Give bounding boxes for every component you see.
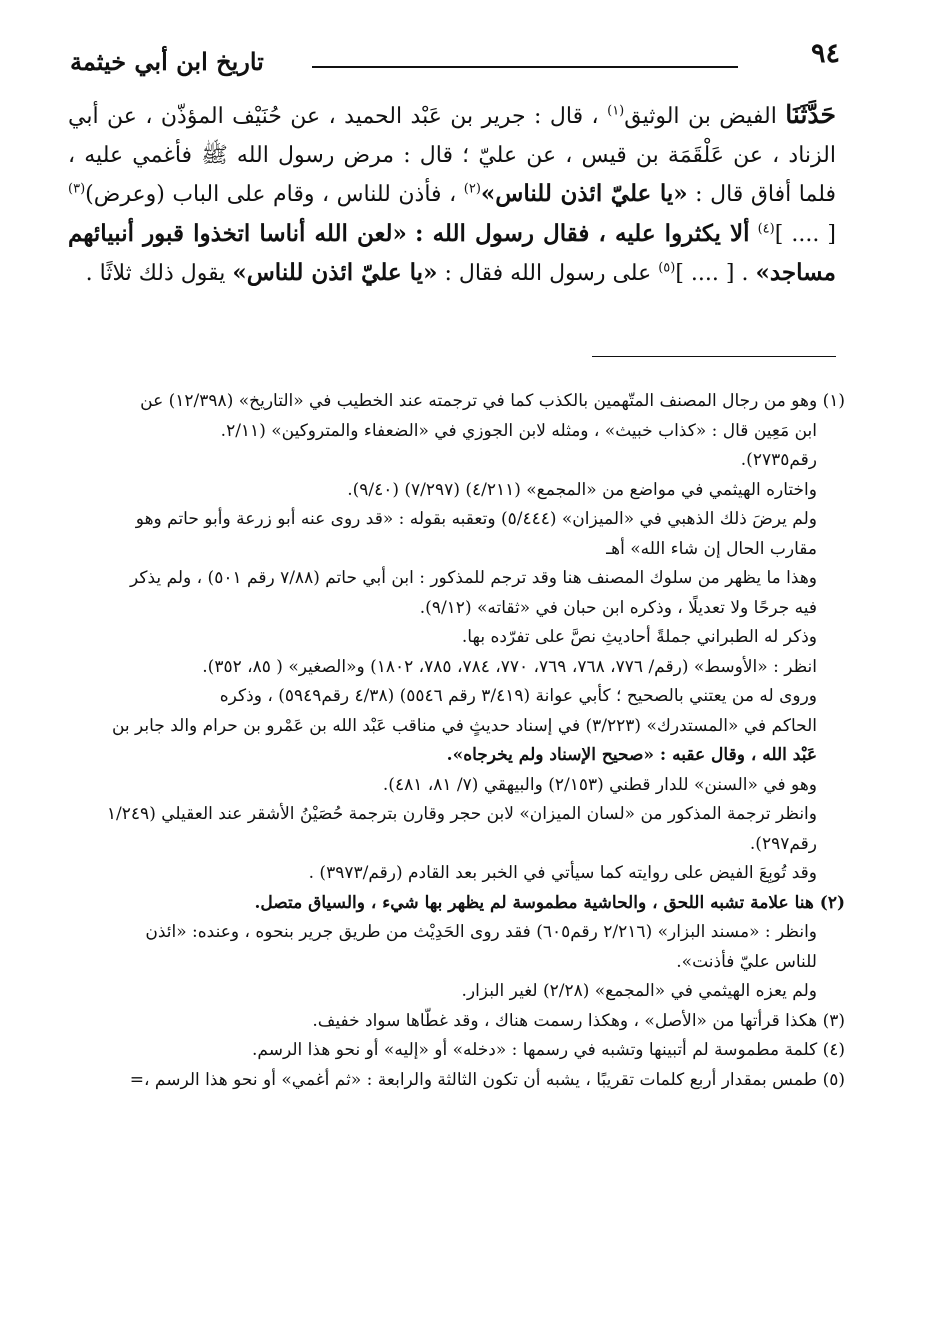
- footnote-separator: [592, 356, 836, 357]
- main-text-segment: يقول ذلك ثلاثًا .: [85, 261, 226, 286]
- main-text-segment: الفيض بن الوثيق: [624, 104, 777, 129]
- footnote-line: وهذا ما يظهر من سلوك المصنف هنا وقد ترجم للمذكور : ابن أبي حاتم (٧/٨٨ رقم ٥٠١) ، ولم يذكر: [130, 568, 817, 588]
- footnote-line: (٥) طمس بمقدار أربع كلمات تقريبًا ، يشبه أن تكون الثالثة والرابعة : «ثم أغمي» أو نحو هذا الرسم ،=: [129, 1069, 845, 1090]
- footnote-line: وهو في «السنن» للدار قطني (٢/١٥٣) والبيهقي (٧/ ٨١، ٤٨١).: [382, 774, 817, 795]
- footnote-line: واختاره الهيثمي في مواضع من «المجمع» (٤/٢١١) (٧/٢٩٧) (٩/٤٠).: [347, 479, 817, 500]
- footnote-line: للناس عليّ فأذنت».: [676, 951, 817, 972]
- footnotes: [75, 387, 845, 1095]
- main-text-segment: . [ .... ]: [675, 261, 749, 286]
- footnote-line: رقم٢٩٧).: [749, 833, 817, 854]
- main-text-segment: ألا يكثروا عليه ، فقال رسول الله :: [415, 219, 750, 247]
- main-text: [68, 96, 836, 294]
- main-text-segment: [ .... ]: [774, 221, 837, 247]
- hadith-quote: «لعن الله أناسا اتخذوا قبور أنبيائهم مساجد»: [68, 219, 836, 286]
- footnote-line: عَبْد الله ، وقال عقبه : «صحيح الإسناد ولم يخرجاه».: [446, 745, 817, 765]
- footnote-line: (٤) كلمة مطموسة لم أتبينها وتشبه في رسمها : «دخله» أو «إليه» أو نحو هذا الرسم.: [252, 1040, 845, 1060]
- main-text-segment: ، فأذن للناس ، وقام على الباب (وعرض): [85, 182, 457, 207]
- footnote-ref: (١): [607, 103, 625, 119]
- footnote-line: مقارب الحال إن شاء الله» أهـ: [606, 538, 817, 559]
- footnote-line: فيه جرحًا ولا تعديلًا ، وذكره ابن حبان في «ثقاته» (٩/١٢).: [419, 597, 817, 618]
- footnote-line: (٣) هكذا قرأتها من «الأصل» ، وهكذا رسمت هناك ، وقد غطّاها سواد خفيف.: [312, 1010, 845, 1031]
- main-text-segment: ، قال : جرير بن عَبْد الحميد ، عن حُنَيْف المؤذّن ، عن أبي الزناد ، عن عَلْقَمَة بن قيس ، عن عليّ ؛ قال : مرض رسول الله ﷺ فأغمي عليه ، فلما أفاق قال :: [68, 104, 837, 207]
- footnote-line: وروى له من يعتني بالصحيح ؛ كأبي عوانة (٣/٤١٩ رقم ٥٥٤٦) (٤/٣٨ رقم٥٩٤٩) ، وذكره: [219, 686, 817, 706]
- running-title: تاريخ ابن أبي خيثمة: [70, 47, 264, 76]
- page-number: ٩٤: [810, 38, 840, 69]
- header-rule: [312, 66, 738, 68]
- footnote-line: وذكر له الطبراني جملةً أحاديثِ نصَّ على تفرّده بها.: [461, 627, 817, 647]
- footnote-ref: (٢): [463, 181, 481, 197]
- footnote-line: وانظر ترجمة المذكور من «لسان الميزان» لابن حجر وقارن بترجمة حُصَيْنُ الأشقر عند العقيلي (١/٢٤٩: [106, 804, 817, 824]
- footnote-ref: (٤): [757, 221, 775, 237]
- footnote-ref: (٥): [658, 260, 676, 276]
- hadith-paragraph: [68, 96, 836, 294]
- footnote-line: ولم يعزه الهيثمي في «المجمع» (٢/٢٨) لغير البزار.: [461, 981, 817, 1001]
- hadith-quote: «يا عليّ ائذن للناس»: [232, 259, 438, 286]
- footnote-ref: (٣): [68, 181, 86, 197]
- footnote-line: (١) وهو من رجال المصنف المتّهمين بالكذب كما في ترجمته عند الخطيب في «التاريخ» (١٢/٣٩٨) عن: [140, 391, 845, 411]
- footnote-line: ولم يرضَ ذلك الذهبي في «الميزان» (٥/٤٤٤) وتعقبه بقوله : «قد روى عنه أبو زرعة وأبو حاتم وهو: [135, 509, 817, 529]
- footnote-line: ابن مَعِين قال : «كذاب خبيث» ، ومثله لابن الجوزي في «الضعفاء والمتروكين» (٢/١١.: [220, 420, 817, 441]
- footnote-line: انظر : «الأوسط» (رقم/ ٧٧٦، ٧٦٨، ٧٦٩، ٧٧٠، ٧٨٤، ٧٨٥، ١٨٠٢) و«الصغير» ( ٨٥، ٣٥٢).: [202, 656, 817, 677]
- footnote-line: وقد تُوبِعَ الفيض على روايته كما سيأتي في الخبر بعد القادم (رقم/٣٩٧٣) .: [308, 863, 817, 883]
- hadith-quote: «يا عليّ ائذن للناس»: [480, 180, 688, 207]
- main-text-segment: على رسول الله فقال :: [444, 261, 652, 286]
- narration-opening: حَدَّثَنَا: [785, 100, 836, 129]
- footnote-line: الحاكم في «المستدرك» (٣/٢٢٣) في إسناد حديثٍ في مناقب عَبْد الله بن عَمْرو بن حرام والد جابر بن: [111, 715, 817, 736]
- footnote-line: رقم٢٧٣٥).: [740, 450, 817, 470]
- footnote-line: (٢) هنا علامة تشبه اللحق ، والحاشية مطموسة لم يظهر بها شيء ، والسياق متصل.: [254, 892, 845, 913]
- footnote-line: وانظر : «مسند البزار» (٢/٢١٦ رقم٦٠٥) فقد روى الحَدِيْث من طريق جرير بنحوه ، وعنده: «ائذن: [145, 922, 817, 942]
